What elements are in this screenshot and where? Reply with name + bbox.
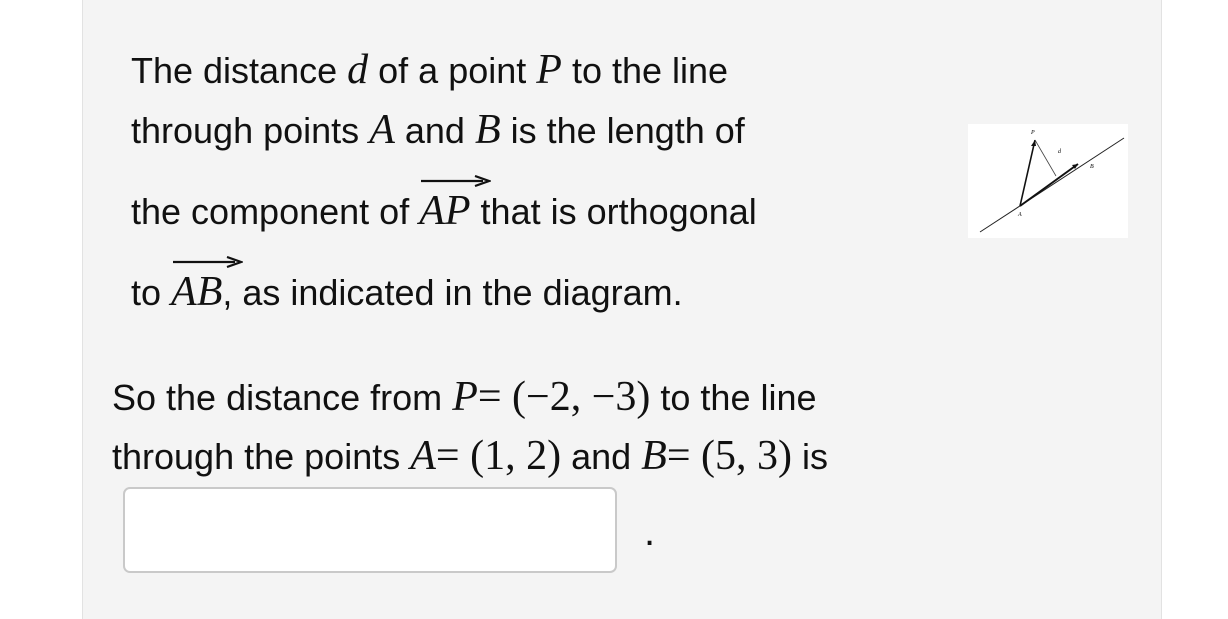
text-fragment: through the points (112, 436, 401, 477)
text-fragment: to the line (660, 377, 817, 418)
text-line-1 (131, 48, 728, 93)
math-vector-label: AP (419, 188, 471, 234)
text-fragment: of a point (378, 50, 527, 91)
text-fragment: and (571, 436, 632, 477)
answer-box[interactable] (123, 487, 617, 573)
vector-ab (171, 270, 222, 315)
text-fragment: is (802, 436, 829, 477)
diagram-label-d: d (1058, 149, 1061, 155)
text-line-6 (112, 434, 828, 479)
text-fragment: through points (131, 110, 360, 151)
vector-arrow-icon (173, 256, 243, 268)
text-fragment: is the length of (510, 110, 745, 151)
trailing-period: . (644, 510, 656, 554)
text-line-2 (131, 108, 745, 153)
math-var-a: A (410, 433, 436, 479)
text-fragment: to the line (571, 50, 729, 91)
text-fragment: that is orthogonal (480, 191, 757, 232)
math-var-d: d (347, 47, 369, 93)
math-point-p-coords: = (−2, −3) (477, 374, 651, 420)
math-vector-label: AB (171, 269, 223, 315)
text-fragment: The distance (131, 50, 338, 91)
text-fragment: to (131, 272, 162, 313)
math-var-b: B (474, 107, 501, 153)
math-var-p: P (452, 374, 478, 420)
diagram-label-a: A (1018, 212, 1022, 218)
math-point-b-coords: = (5, 3) (666, 433, 792, 479)
math-var-p: P (536, 47, 562, 93)
text-fragment: So the distance from (112, 377, 443, 418)
diagram-label-p: P (1031, 130, 1035, 136)
distance-diagram (968, 124, 1128, 238)
text-line-4 (131, 270, 683, 315)
math-var-b: B (641, 433, 667, 479)
vector-arrow-icon (421, 175, 491, 187)
text-line-5 (112, 375, 817, 420)
point-line-diagram-icon (968, 124, 1128, 238)
text-fragment: , as indicated in the diagram. (222, 272, 683, 313)
text-line-3 (131, 189, 757, 234)
math-point-a-coords: = (1, 2) (435, 433, 562, 479)
text-fragment: and (404, 110, 465, 151)
vector-ap (419, 189, 470, 234)
text-fragment: the component of (131, 191, 410, 232)
diagram-label-b: B (1090, 164, 1094, 170)
answer-input[interactable] (125, 489, 615, 571)
math-var-a: A (369, 107, 395, 153)
